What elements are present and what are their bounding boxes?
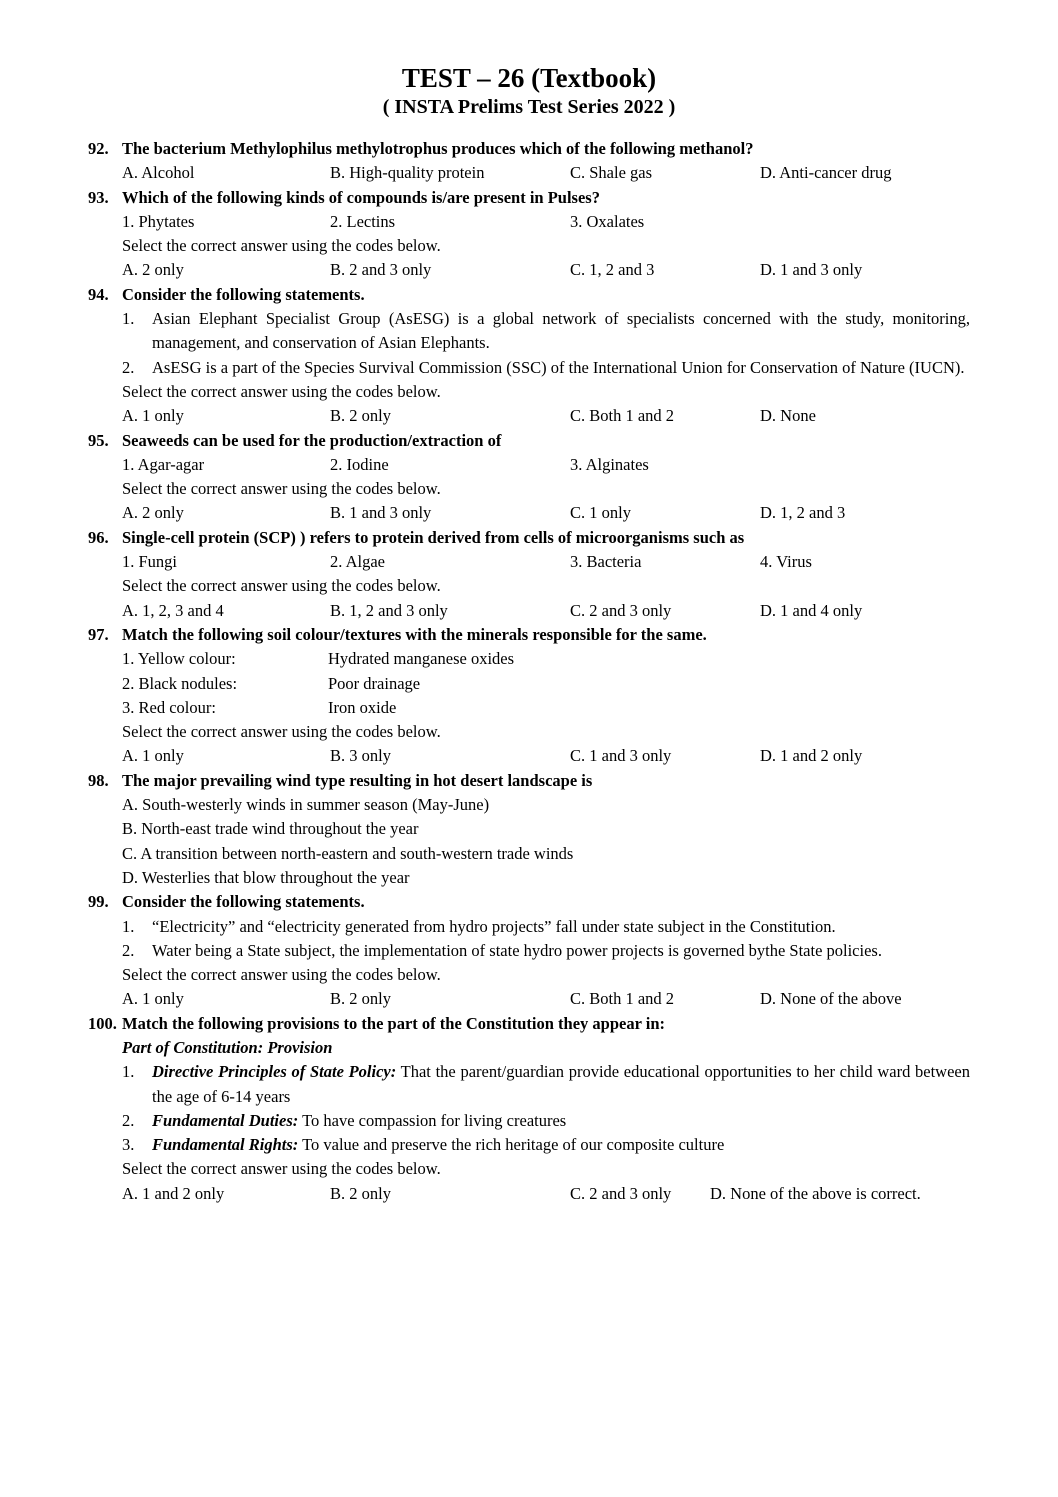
option-cell: C. 2 and 3 only [570, 1183, 672, 1203]
question-heading [88, 429, 970, 453]
select-instruction: Select the correct answer using the codes below. [122, 722, 441, 742]
question-number: 92. [88, 139, 109, 158]
option-cell: B. High-quality protein [330, 163, 485, 183]
statement-row [122, 307, 970, 356]
statement-text: Asian Elephant Specialist Group (AsESG) is a global network of specialists concerned with the study, monitoring, management, and conservation of Asian Elephants. [152, 309, 970, 353]
option-cell: B. 2 only [330, 406, 391, 426]
option-cell: B. 1 and 3 only [330, 503, 432, 523]
match-term: 1. Yellow colour: [122, 649, 236, 669]
select-instruction: Select the correct answer using the codes below. [122, 381, 441, 401]
statement-number: 2. [122, 940, 135, 960]
item-cell: 2. Iodine [330, 454, 389, 474]
paper-header [88, 62, 970, 121]
question-93 [88, 186, 970, 283]
select-instruction: Select the correct answer using the codes below. [122, 479, 441, 499]
statement-number: 2. [122, 1110, 135, 1130]
item-cell: 1. Agar-agar [122, 454, 205, 474]
question-heading [88, 890, 970, 914]
item-row [122, 210, 970, 234]
question-94 [88, 283, 970, 429]
select-instruction: Select the correct answer using the codes below. [122, 965, 441, 985]
option-row [122, 744, 970, 768]
option-row [122, 599, 970, 623]
option-cell: D. None of the above is correct. [710, 1183, 921, 1203]
statement-row [122, 915, 970, 939]
statement-lead: Fundamental Duties: [152, 1110, 299, 1130]
question-heading [88, 283, 970, 307]
item-row [122, 453, 970, 477]
statement-number: 1. [122, 309, 135, 329]
option-row [122, 404, 970, 428]
question-text: Match the following soil colour/textures with the minerals responsible for the same. [122, 624, 707, 644]
item-cell [760, 210, 970, 234]
statement-text: AsESG is a part of the Species Survival Commission (SSC) of the International Union for Conservation of Nature (IUCN). [152, 357, 965, 377]
statement-text [152, 1109, 970, 1133]
question-99 [88, 890, 970, 1011]
question-number: 94. [88, 284, 109, 304]
option-cell: B. 1, 2 and 3 only [330, 600, 448, 620]
option-cell: A. 2 only [122, 260, 184, 280]
select-instruction: Select the correct answer using the codes below. [122, 1159, 441, 1179]
question-text: Seaweeds can be used for the production/extraction of [122, 430, 502, 450]
item-cell: 2. Lectins [330, 211, 396, 231]
question-text: Consider the following statements. [122, 284, 365, 304]
select-instruction: Select the correct answer using the codes below. [122, 576, 441, 596]
statement-rest: To have compassion for living creatures [302, 1110, 567, 1130]
option-cell: C. Shale gas [570, 163, 653, 183]
item-cell [760, 453, 970, 477]
option-cell: B. 2 only [330, 1183, 391, 1203]
option-row [122, 161, 970, 185]
option-cell: D. Anti-cancer drug [760, 163, 892, 183]
question-text: The major prevailing wind type resulting in hot desert landscape is [122, 770, 593, 790]
question-98 [88, 769, 970, 890]
option-cell: D. 1 and 3 only [760, 260, 863, 280]
option-line: D. Westerlies that blow throughout the year [122, 867, 410, 887]
item-cell: 1. Phytates [122, 211, 195, 231]
item-cell: 3. Oxalates [570, 211, 645, 231]
match-row [122, 696, 970, 720]
statement-text: “Electricity” and “electricity generated from hydro projects” fall under state subject in the Constitution. [152, 916, 836, 936]
option-cell: B. 2 and 3 only [330, 260, 432, 280]
option-row [122, 501, 970, 525]
match-definition: Poor drainage [328, 673, 421, 693]
item-cell: 4. Virus [760, 552, 812, 572]
question-95 [88, 429, 970, 526]
match-definition: Hydrated manganese oxides [328, 649, 515, 669]
question-number: 95. [88, 430, 109, 450]
select-instruction: Select the correct answer using the codes below. [122, 236, 441, 256]
statement-number: 2. [122, 357, 135, 377]
match-term: 3. Red colour: [122, 697, 216, 717]
question-text: Match the following provisions to the part of the Constitution they appear in: [122, 1013, 665, 1033]
option-cell: A. 1 only [122, 406, 184, 426]
option-cell: A. 1 and 2 only [122, 1183, 225, 1203]
option-cell: C. 1 and 3 only [570, 746, 672, 766]
question-96 [88, 526, 970, 623]
statement-row [122, 939, 970, 963]
option-cell: B. 3 only [330, 746, 391, 766]
question-text: Consider the following statements. [122, 892, 365, 912]
option-cell: B. 2 only [330, 989, 391, 1009]
statement-number: 1. [122, 916, 135, 936]
paper-subtitle: ( INSTA Prelims Test Series 2022 ) [382, 96, 676, 118]
option-cell: C. 1, 2 and 3 [570, 260, 655, 280]
question-number: 96. [88, 527, 109, 547]
statement-lead: Fundamental Rights: [152, 1135, 299, 1155]
item-cell: 2. Algae [330, 552, 385, 572]
questions-list [88, 137, 970, 1206]
option-cell: D. None of the above [760, 989, 902, 1009]
statement-lead: Directive Principles of State Policy: [152, 1062, 397, 1082]
statement-text [152, 1133, 970, 1157]
option-cell: D. 1 and 4 only [760, 600, 863, 620]
statement-text [152, 1060, 970, 1109]
question-heading [88, 769, 970, 793]
part-provision-heading: Part of Constitution: Provision [122, 1037, 333, 1057]
item-row [122, 550, 970, 574]
statement-row [122, 1060, 970, 1109]
question-text: The bacterium Methylophilus methylotrophus produces which of the following methanol? [122, 139, 754, 158]
option-line: A. South-westerly winds in summer season (May-June) [122, 795, 490, 815]
question-97 [88, 623, 970, 769]
question-number: 100. [88, 1013, 117, 1033]
match-definition: Iron oxide [328, 697, 397, 717]
question-heading [88, 1012, 970, 1036]
option-line: C. A transition between north-eastern and south-western trade winds [122, 843, 574, 863]
question-92 [88, 137, 970, 186]
option-cell: C. 2 and 3 only [570, 600, 672, 620]
match-row [122, 672, 970, 696]
question-text: Single-cell protein (SCP) ) refers to protein derived from cells of microorganisms such as [122, 527, 745, 547]
statement-row [122, 356, 970, 380]
question-number: 98. [88, 770, 109, 790]
question-heading [88, 137, 970, 161]
option-cell: D. 1 and 2 only [760, 746, 863, 766]
paper-title: TEST – 26 (Textbook) [401, 63, 657, 93]
option-cell: C. 1 only [570, 503, 631, 523]
option-cell: A. 1 only [122, 746, 184, 766]
match-term: 2. Black nodules: [122, 673, 238, 693]
statement-number: 1. [122, 1062, 135, 1082]
option-cell: A. 1 only [122, 989, 184, 1009]
option-row [122, 987, 970, 1011]
question-100 [88, 1012, 970, 1206]
question-heading [88, 526, 970, 550]
item-cell: 3. Alginates [570, 454, 649, 474]
statement-text: Water being a State subject, the implementation of state hydro power projects is governed bythe State policies. [152, 940, 882, 960]
statement-rest: That the parent/guardian provide educational opportunities to her child ward between the age of 6-14 years [152, 1062, 970, 1106]
question-number: 93. [88, 187, 109, 207]
option-cell: A. Alcohol [122, 163, 195, 183]
question-heading [88, 623, 970, 647]
match-row [122, 647, 970, 671]
option-cell: A. 1, 2, 3 and 4 [122, 600, 224, 620]
question-text: Which of the following kinds of compounds is/are present in Pulses? [122, 187, 600, 207]
statement-number: 3. [122, 1135, 135, 1155]
option-cell: D. 1, 2 and 3 [760, 503, 846, 523]
statement-row [122, 1109, 970, 1133]
option-row [122, 1182, 970, 1206]
option-cell: C. Both 1 and 2 [570, 406, 675, 426]
option-cell: D. None [760, 406, 816, 426]
item-cell: 1. Fungi [122, 552, 178, 572]
statement-rest: To value and preserve the rich heritage of our composite culture [302, 1135, 725, 1155]
option-line: B. North-east trade wind throughout the year [122, 819, 419, 839]
option-row [122, 258, 970, 282]
option-cell: A. 2 only [122, 503, 184, 523]
item-cell: 3. Bacteria [570, 552, 642, 572]
question-number: 99. [88, 892, 109, 912]
question-number: 97. [88, 624, 109, 644]
question-heading [88, 186, 970, 210]
statement-row [122, 1133, 970, 1157]
option-cell: C. Both 1 and 2 [570, 989, 675, 1009]
